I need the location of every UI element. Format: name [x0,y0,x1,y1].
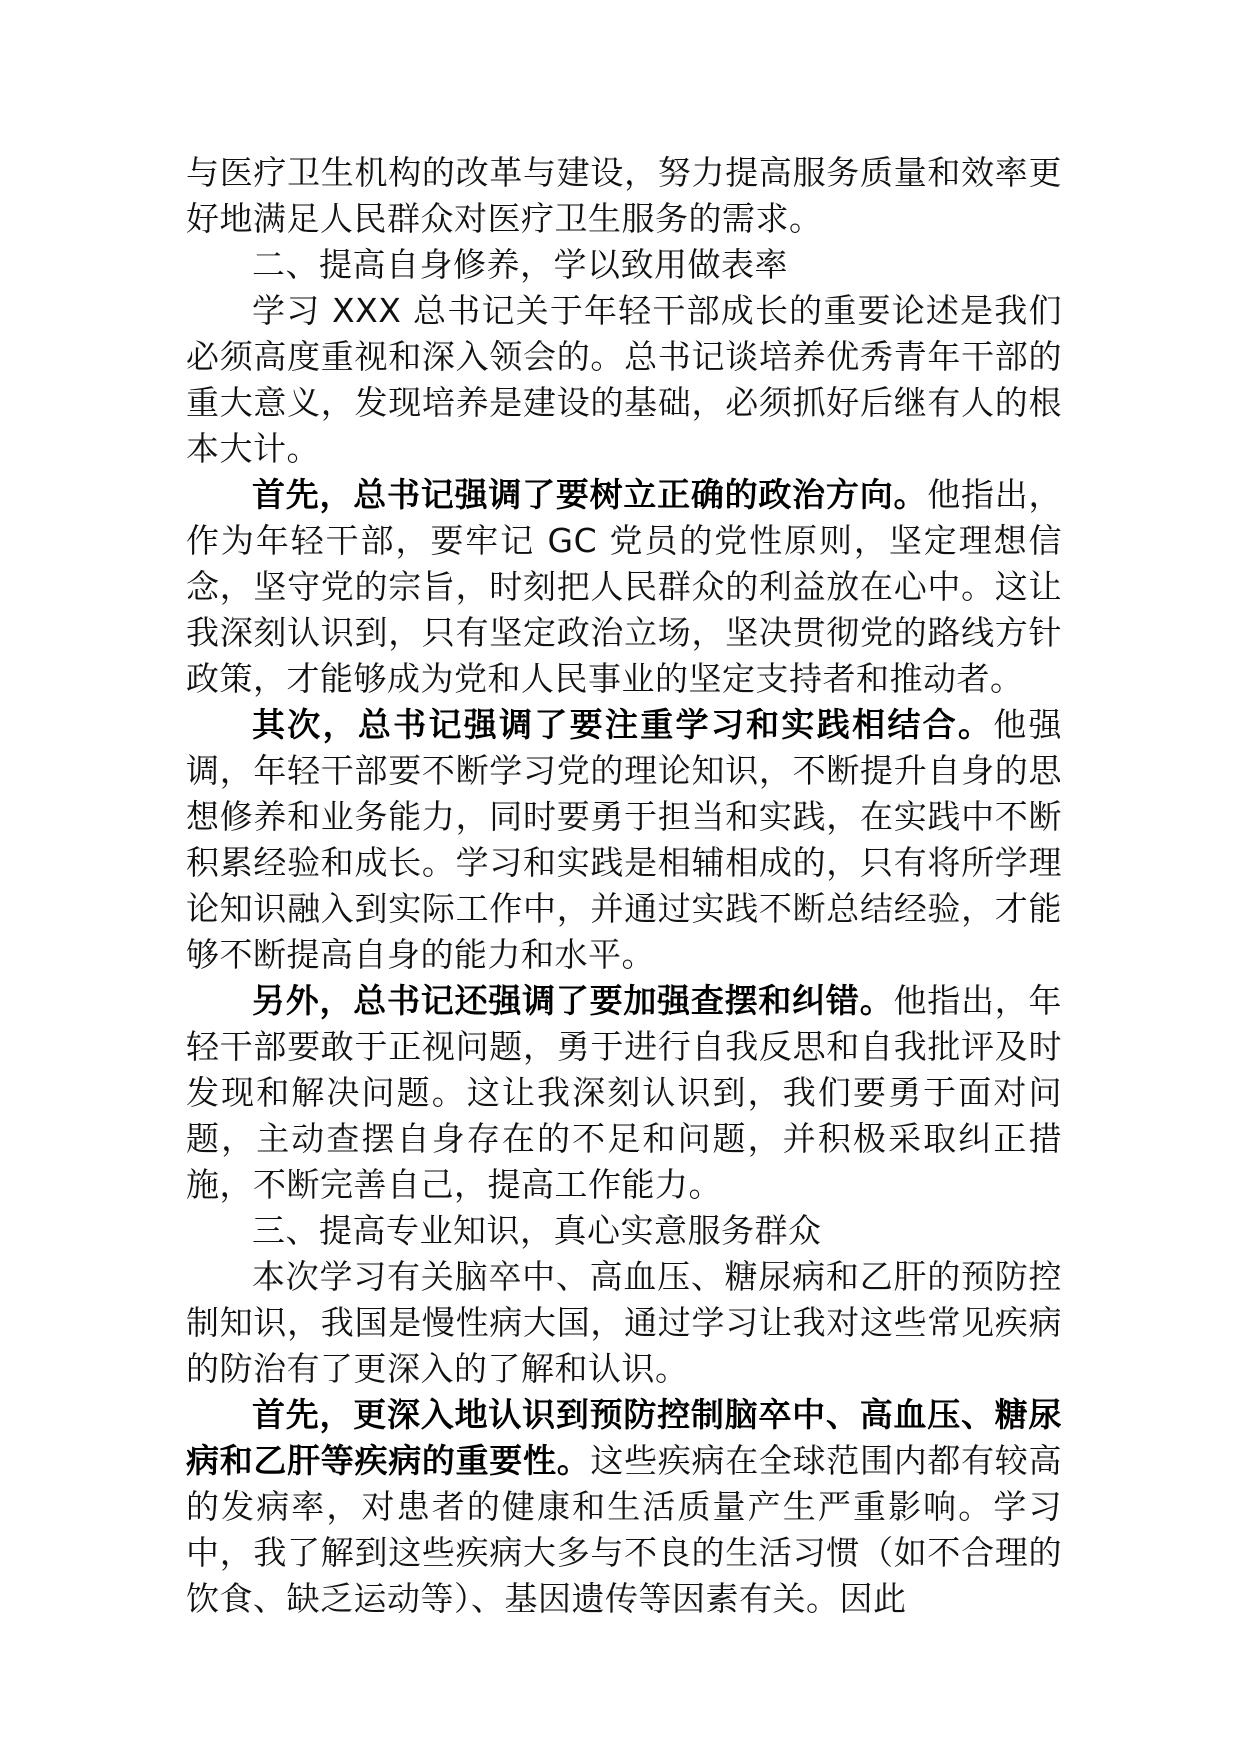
paragraph-lead: 另外，总书记还强调了要加强查摆和纠错。 [252,981,894,1020]
paragraph-political-direction [186,472,1062,702]
paragraph-text: 本次学习有关脑卒中、高血压、糖尿病和乙肝的预防控制知识，我国是慢性病大国，通过学习让我对这些常见疾病的防治有了更深入的了解和认识。 [186,1257,1062,1388]
paragraph-text: 他指出，作为年轻干部，要牢记 GC 党员的党性原则，坚定理想信念，坚守党的宗旨，时刻把人民群众的利益放在心中。这让我深刻认识到，只有坚定政治立场，坚决贯彻党的路线方针政策，才能够成为党和人民事业的坚定支持者和推动者。 [186,475,1063,698]
paragraph-text: 他指出，年轻干部要敢于正视问题，勇于进行自我反思和自我批评及时发现和解决问题。这让我深刻认识到，我们要勇于面对问题，主动查摆自身存在的不足和问题，并积极采取纠正措施，不断完善自己，提高工作能力。 [186,981,1063,1204]
paragraph-text: 学习 XXX 总书记关于年轻干部成长的重要论述是我们必须高度重视和深入领会的。总书记谈培养优秀青年干部的重大意义，发现培养是建设的基础，必须抓好后继有人的根本大计。 [186,291,1062,468]
paragraph-intro [186,288,1062,472]
document-body [186,150,1062,1622]
paragraph-study-practice [186,702,1062,978]
paragraph-text: 他强调，年轻干部要不断学习党的理论知识，不断提升自身的思想修养和业务能力，同时要勇于担当和实践，在实践中不断积累经验和成长。学习和实践是相辅相成的，只有将所学理论知识融入到实际工作中，并通过实践不断总结经验，才能够不断提高自身的能力和水平。 [186,705,1063,974]
section-heading-text: 三、提高专业知识，真心实意服务群众 [252,1211,822,1250]
section-heading-text: 二、提高自身修养，学以致用做表率 [252,245,788,284]
paragraph-self-check [186,978,1062,1208]
paragraph-disease-study [186,1254,1062,1392]
paragraph-continuation [186,150,1062,242]
paragraph-lead: 其次，总书记强调了要注重学习和实践相结合。 [252,705,994,744]
section-heading-3 [186,1208,1062,1254]
section-heading-2 [186,242,1062,288]
paragraph-text: 与医疗卫生机构的改革与建设，努力提高服务质量和效率更好地满足人民群众对医疗卫生服务的需求。 [186,153,1062,238]
paragraph-lead: 首先，更深入地认识到预防控制脑卒中、高血压、糖尿病和乙肝等疾病的重要性。 [186,1395,1062,1480]
paragraph-lead: 首先，总书记强调了要树立正确的政治方向。 [252,475,928,514]
paragraph-text: 这些疾病在全球范围内都有较高的发病率，对患者的健康和生活质量产生严重影响。学习中，我了解到这些疾病大多与不良的生活习惯（如不合理的饮食、缺乏运动等）、基因遗传等因素有关。因此 [186,1441,1063,1618]
paragraph-disease-importance [186,1392,1062,1622]
